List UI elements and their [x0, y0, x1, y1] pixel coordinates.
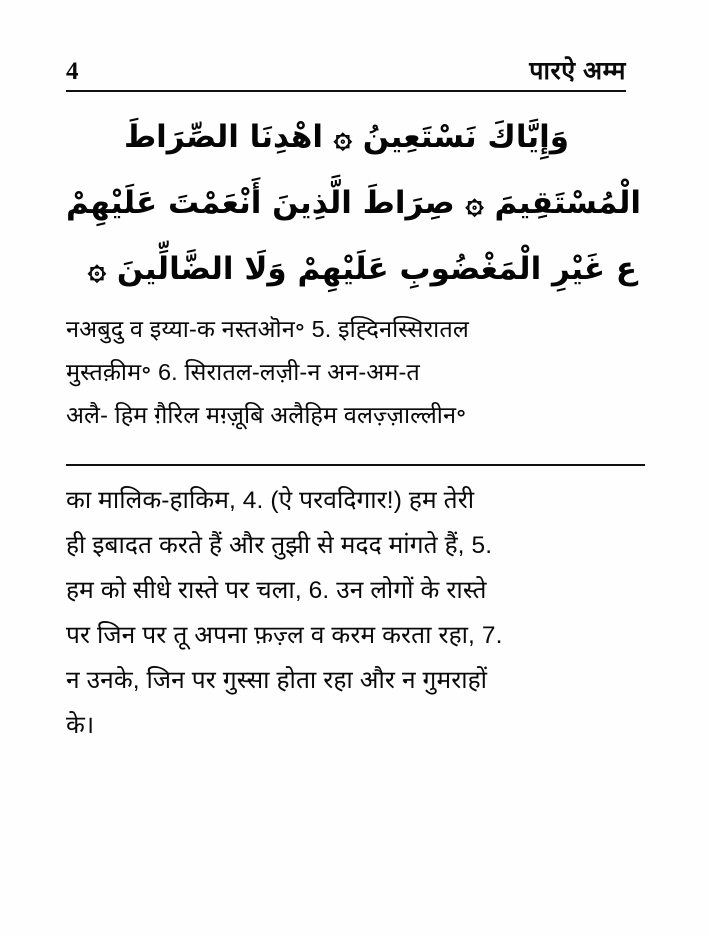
- page-header: [66, 42, 626, 84]
- running-head-title: पारऐ अम्म: [529, 57, 626, 85]
- translation-line: हम को सीधे रास्ते पर चला, 6. उन लोगों के रास्ते: [66, 577, 487, 604]
- page-number: 4: [66, 58, 79, 85]
- arabic-line: وَإِيَّاكَ نَسْتَعِينُ ۞ اهْدِنَا الصِّرَاطَ: [123, 119, 570, 155]
- translation-line: ही इबादत करते हैं और तुझी से मदद मांगते हैं, 5.: [66, 532, 493, 559]
- transliteration-block: [66, 308, 649, 437]
- translation-block: [66, 478, 649, 748]
- translation-line: का मालिक-हाकिम, 4. (ऐ परवदिगार!) हम तेरी: [66, 487, 475, 514]
- arabic-line: ع غَيْرِ الْمَغْضُوبِ عَلَيْهِمْ وَلَا الضَّالِّينَ ۞: [87, 251, 638, 287]
- translation-line: पर जिन पर तू अपना फ़ज़्ल व करम करता रहा, 7.: [66, 622, 503, 649]
- translation-line: न उनके, जिन पर गुस्सा होता रहा और न गुमराहों: [66, 667, 488, 694]
- transliteration-line: नअबुदु व इय्या-क नस्तऒन॰ 5. इह्दिनस्सिरातल: [66, 316, 469, 342]
- arabic-verse-block: [66, 104, 645, 302]
- section-divider-rule: [66, 464, 645, 466]
- transliteration-line: मुस्तक़ीम॰ 6. सिरातल-लज़ी-न अन-अम-त: [66, 359, 420, 385]
- arabic-line: الْمُسْتَقِيمَ ۞ صِرَاطَ الَّذِينَ أَنْعَمْتَ عَلَيْهِمْ: [65, 185, 641, 221]
- translation-line: के।: [66, 712, 95, 739]
- header-rule: [66, 90, 626, 92]
- transliteration-line: अलै- हिम ग़ैरिल मग़्ज़ूबि अलैहिम वलज़्ज़ाल्लीन॰: [66, 402, 467, 428]
